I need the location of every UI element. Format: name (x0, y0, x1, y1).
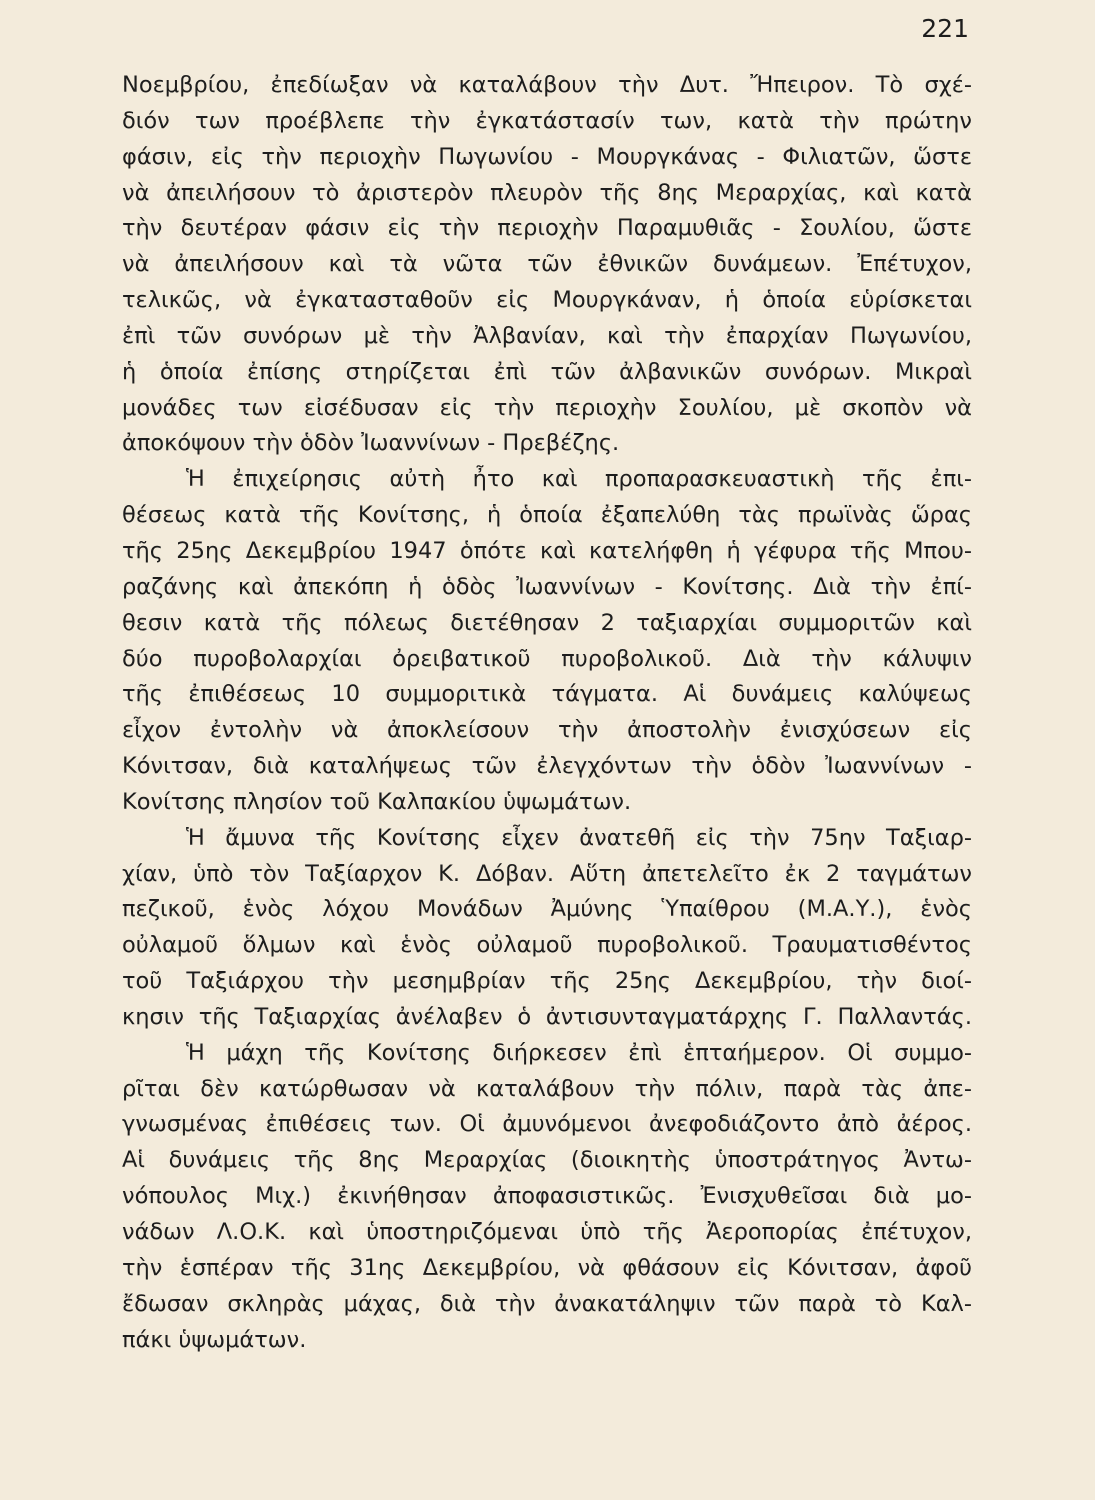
text-line: Κόνιτσαν, διὰ καταλήψεως τῶν ἐλεγχόντων τὴν ὁδὸν Ἰωαννίνων - (122, 753, 972, 780)
paragraph-3 (122, 821, 972, 1036)
text-line: χίαν, ὑπὸ τὸν Ταξίαρχον Κ. Δόβαν. Αὕτη ἀπετελεῖτο ἐκ 2 ταγμάτων (122, 860, 972, 887)
text-line: πεζικοῦ, ἑνὸς λόχου Μονάδων Ἀμύνης Ὑπαίθρου (Μ.Α.Υ.), ἑνὸς (122, 896, 972, 923)
text-line: οὐλαμοῦ ὅλμων καὶ ἑνὸς οὐλαμοῦ πυροβολικοῦ. Τραυματισθέντος (122, 932, 972, 959)
body-text (122, 68, 972, 1358)
text-line: Νοεμβρίου, ἐπεδίωξαν νὰ καταλάβουν τὴν Δυτ. Ἤπειρον. Τὸ σχέ- (122, 72, 972, 98)
text-line: Κονίτσης πλησίον τοῦ Καλπακίου ὑψωμάτων. (122, 788, 632, 815)
text-line: τελικῶς, νὰ ἐγκατασταθοῦν εἰς Μουργκάναν, ἡ ὁποία εὑρίσκεται (122, 287, 972, 314)
text-line: θέσεως κατὰ τῆς Κονίτσης, ἡ ὁποία ἐξαπελύθη τὰς πρωϊνὰς ὥρας (122, 502, 972, 529)
text-line: ἔδωσαν σκληρὰς μάχας, διὰ τὴν ἀνακατάληψιν τῶν παρὰ τὸ Καλ- (122, 1290, 972, 1317)
text-line: εἶχον ἐντολὴν νὰ ἀποκλείσουν τὴν ἀποστολὴν ἐνισχύσεων εἰς (122, 717, 972, 744)
text-line: νὰ ἀπειλήσουν τὸ ἀριστερὸν πλευρὸν τῆς 8ης Μεραρχίας, καὶ κατὰ (122, 179, 972, 206)
text-line: γνωσμένας ἐπιθέσεις των. Οἱ ἀμυνόμενοι ἀνεφοδιάζοντο ἀπὸ ἀέρος. (122, 1111, 972, 1138)
text-line: διόν των προέβλεπε τὴν ἐγκατάστασίν των, κατὰ τὴν πρώτην (122, 107, 972, 134)
text-line: πάκι ὑψωμάτων. (122, 1326, 307, 1353)
paragraph-1 (122, 68, 972, 462)
text-line: Ἡ ἐπιχείρησις αὐτὴ ἦτο καὶ προπαρασκευαστικὴ τῆς ἐπι- (186, 466, 972, 493)
text-line: Ἡ μάχη τῆς Κονίτσης διήρκεσεν ἐπὶ ἑπταήμερον. Οἱ συμμο- (186, 1039, 972, 1066)
text-line: νάδων Λ.Ο.Κ. καὶ ὑποστηριζόμεναι ὑπὸ τῆς Ἀεροπορίας ἐπέτυχον, (122, 1219, 972, 1245)
text-line: τῆς ἐπιθέσεως 10 συμμοριτικὰ τάγματα. Αἱ δυνάμεις καλύψεως (122, 681, 972, 708)
text-line: δύο πυροβολαρχίαι ὀρειβατικοῦ πυροβολικοῦ. Διὰ τὴν κάλυψιν (122, 645, 972, 672)
text-line: τὴν ἑσπέραν τῆς 31ης Δεκεμβρίου, νὰ φθάσουν εἰς Κόνιτσαν, ἀφοῦ (122, 1254, 972, 1281)
paragraph-2 (122, 462, 972, 820)
text-line: ρῖται δὲν κατώρθωσαν νὰ καταλάβουν τὴν πόλιν, παρὰ τὰς ἀπε- (122, 1075, 972, 1102)
text-line: τοῦ Ταξιάρχου τὴν μεσημβρίαν τῆς 25ης Δεκεμβρίου, τὴν διοί- (122, 968, 972, 995)
paragraph-4 (122, 1036, 972, 1359)
page-number: 221 (921, 14, 969, 43)
text-line: Αἱ δυνάμεις τῆς 8ης Μεραρχίας (διοικητὴς ὑποστράτηγος Ἀντω- (122, 1147, 972, 1174)
text-line: ἐπὶ τῶν συνόρων μὲ τὴν Ἀλβανίαν, καὶ τὴν ἐπαρχίαν Πωγωνίου, (122, 322, 972, 349)
text-line: μονάδες των εἰσέδυσαν εἰς τὴν περιοχὴν Σουλίου, μὲ σκοπὸν νὰ (122, 394, 972, 421)
text-line: τὴν δευτέραν φάσιν εἰς τὴν περιοχὴν Παραμυθιᾶς - Σουλίου, ὥστε (122, 215, 972, 242)
text-line: Ἡ ἄμυνα τῆς Κονίτσης εἶχεν ἀνατεθῆ εἰς τὴν 75ην Ταξιαρ- (186, 824, 972, 851)
text-line: κησιν τῆς Ταξιαρχίας ἀνέλαβεν ὁ ἀντισυνταγματάρχης Γ. Παλλαντάς. (122, 1003, 972, 1030)
text-line: ραζάνης καὶ ἀπεκόπη ἡ ὁδὸς Ἰωαννίνων - Κονίτσης. Διὰ τὴν ἐπί- (122, 573, 972, 600)
text-line: ἀποκόψουν τὴν ὁδὸν Ἰωαννίνων - Πρεβέζης. (122, 430, 620, 457)
text-line: ἡ ὁποία ἐπίσης στηρίζεται ἐπὶ τῶν ἀλβανικῶν συνόρων. Μικραὶ (122, 358, 972, 385)
text-line: νόπουλος Μιχ.) ἐκινήθησαν ἀποφασιστικῶς. Ἐνισχυθεῖσαι διὰ μο- (122, 1183, 972, 1210)
text-line: τῆς 25ης Δεκεμβρίου 1947 ὁπότε καὶ κατελήφθη ἡ γέφυρα τῆς Μπου- (122, 537, 972, 564)
text-line: φάσιν, εἰς τὴν περιοχὴν Πωγωνίου - Μουργκάνας - Φιλιατῶν, ὥστε (122, 143, 972, 170)
text-line: νὰ ἀπειλήσουν καὶ τὰ νῶτα τῶν ἐθνικῶν δυνάμεων. Ἐπέτυχον, (122, 251, 972, 278)
text-line: θεσιν κατὰ τῆς πόλεως διετέθησαν 2 ταξιαρχίαι συμμοριτῶν καὶ (122, 609, 972, 636)
